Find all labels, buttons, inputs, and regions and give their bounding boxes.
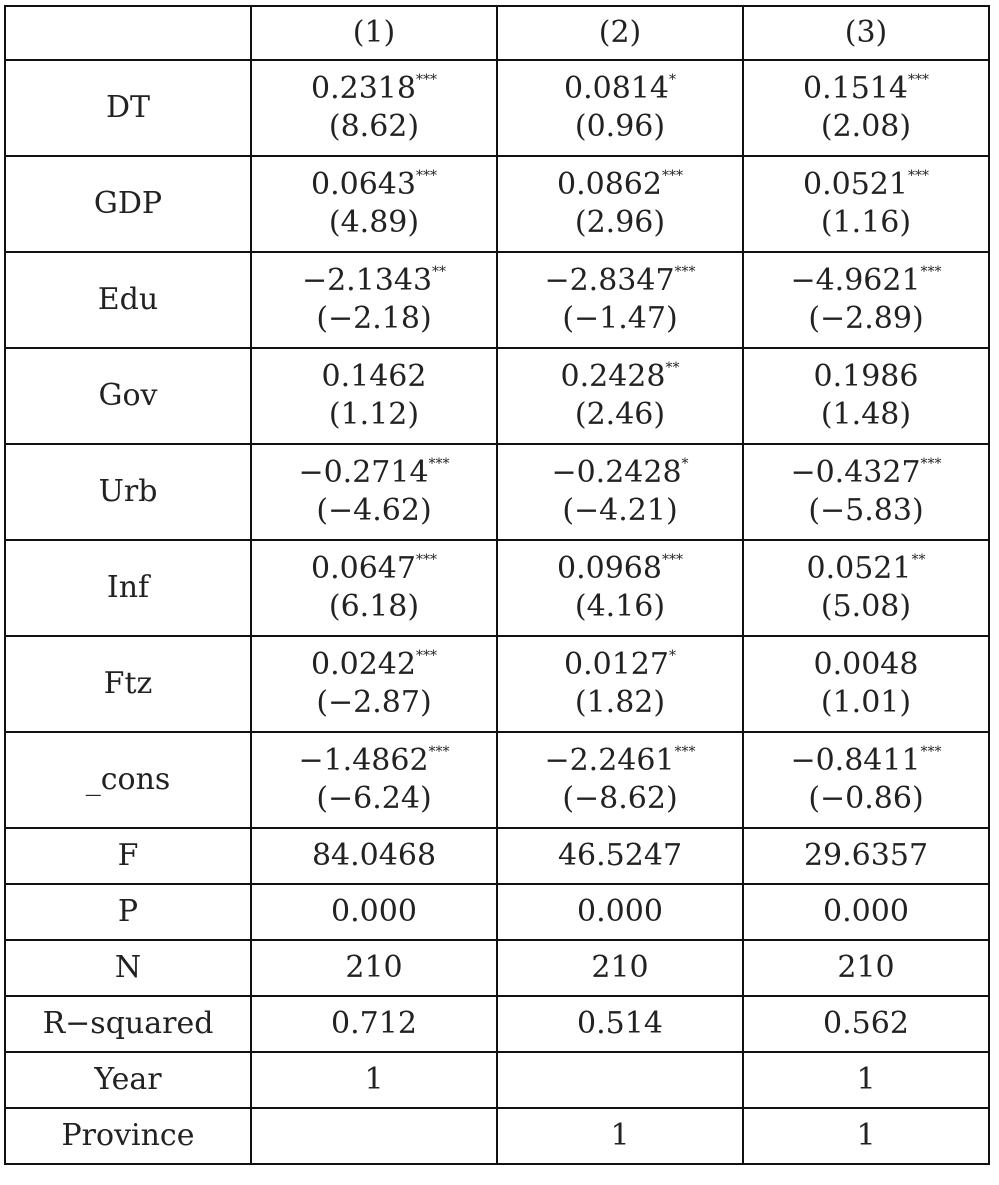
coefficient-value: −0.2428: [551, 455, 682, 490]
t-statistic: (4.89): [328, 205, 420, 240]
coefficient-cell: [251, 156, 497, 252]
coefficient-line: [252, 454, 496, 492]
coefficient-line: [252, 70, 496, 108]
coefficient-cell: [251, 636, 497, 732]
t-statistic: (4.16): [574, 589, 666, 624]
table-row: [5, 1108, 989, 1164]
t-statistic: (0.96): [574, 109, 666, 144]
statistic-cell: [251, 1108, 497, 1164]
row-label: Urb: [5, 444, 251, 540]
significance-stars: ***: [920, 744, 942, 760]
coefficient-line: [498, 742, 742, 780]
coefficient-line: [252, 646, 496, 684]
coefficient-line: [744, 550, 988, 588]
t-statistic: (−4.21): [562, 493, 678, 528]
t-statistic: (−0.86): [808, 781, 924, 816]
coefficient-value: 0.0521: [803, 167, 908, 202]
table-row: [5, 996, 989, 1052]
coefficient-cell: [497, 252, 743, 348]
statistic-cell: 29.6357: [743, 828, 989, 884]
row-label: P: [5, 884, 251, 940]
coefficient-line: [498, 454, 742, 492]
header-cell-model-2: (2): [497, 6, 743, 60]
coefficient-cell: [743, 348, 989, 444]
t-statistic: (−2.18): [316, 301, 432, 336]
row-label: GDP: [5, 156, 251, 252]
table-row: [5, 540, 989, 636]
coefficient-line: [744, 454, 988, 492]
table-row: [5, 884, 989, 940]
coefficient-line: [744, 70, 988, 108]
header-cell-blank: [5, 6, 251, 60]
row-label: R−squared: [5, 996, 251, 1052]
statistic-cell: 210: [497, 940, 743, 996]
significance-stars: ***: [428, 744, 450, 760]
statistic-cell: 0.000: [743, 884, 989, 940]
statistic-cell: 1: [251, 1052, 497, 1108]
header-row: [5, 6, 989, 60]
row-label: _cons: [5, 732, 251, 828]
table-row: [5, 636, 989, 732]
coefficient-value: −0.4327: [790, 455, 921, 490]
statistic-cell: 0.562: [743, 996, 989, 1052]
row-label: N: [5, 940, 251, 996]
t-statistic: (−4.62): [316, 493, 432, 528]
significance-stars: ***: [415, 552, 437, 568]
significance-stars: ***: [674, 744, 696, 760]
coefficient-cell: [251, 444, 497, 540]
t-statistic: (−6.24): [316, 781, 432, 816]
coefficient-line: [744, 262, 988, 300]
coefficient-line: [744, 358, 988, 396]
coefficient-cell: [743, 636, 989, 732]
t-statistic: (−8.62): [562, 781, 678, 816]
coefficient-cell: [497, 348, 743, 444]
coefficient-cell: [251, 60, 497, 156]
table-row: [5, 940, 989, 996]
table-row: [5, 828, 989, 884]
coefficient-value: 0.0643: [311, 167, 416, 202]
coefficient-cell: [497, 60, 743, 156]
coefficient-cell: [743, 60, 989, 156]
significance-stars: ***: [428, 456, 450, 472]
coefficient-value: −2.1343: [301, 263, 433, 298]
statistic-cell: 210: [743, 940, 989, 996]
coefficient-value: 0.1462: [321, 359, 427, 394]
row-label: F: [5, 828, 251, 884]
t-statistic: (5.08): [820, 589, 912, 624]
coefficient-cell: [497, 732, 743, 828]
statistic-rows: [5, 828, 989, 1164]
significance-stars: ***: [415, 168, 437, 184]
coefficient-value: 0.0862: [557, 167, 662, 202]
header-cell-model-1: (1): [251, 6, 497, 60]
t-statistic: (−5.83): [808, 493, 924, 528]
t-statistic: (−2.87): [316, 685, 432, 720]
coefficient-cell: [251, 348, 497, 444]
t-statistic: (1.12): [328, 397, 420, 432]
coefficient-line: [252, 742, 496, 780]
coefficient-value: −2.2461: [544, 743, 675, 778]
table-row: [5, 156, 989, 252]
coefficient-line: [252, 166, 496, 204]
statistic-cell: 0.000: [497, 884, 743, 940]
coefficient-line: [252, 262, 496, 300]
significance-stars: **: [432, 264, 447, 280]
row-label: DT: [5, 60, 251, 156]
statistic-cell: 0.712: [251, 996, 497, 1052]
coefficient-line: [498, 550, 742, 588]
row-label: Year: [5, 1052, 251, 1108]
significance-stars: ***: [415, 648, 437, 664]
statistic-cell: 0.000: [251, 884, 497, 940]
coefficient-value: 0.0968: [557, 551, 662, 586]
table-row: [5, 60, 989, 156]
coefficient-cell: [251, 540, 497, 636]
coefficient-value: 0.1514: [803, 71, 908, 106]
coefficient-line: [252, 550, 496, 588]
regression-table: [4, 5, 990, 1165]
coefficient-value: 0.2428: [560, 359, 666, 394]
row-label: Edu: [5, 252, 251, 348]
significance-stars: **: [911, 552, 926, 568]
significance-stars: ***: [920, 456, 942, 472]
coefficient-value: −1.4862: [298, 743, 429, 778]
row-label: Ftz: [5, 636, 251, 732]
coefficient-cell: [497, 540, 743, 636]
significance-stars: ***: [920, 264, 942, 280]
t-statistic: (2.96): [574, 205, 666, 240]
row-label: Province: [5, 1108, 251, 1164]
coefficient-value: 0.2318: [311, 71, 416, 106]
t-statistic: (6.18): [328, 589, 420, 624]
coefficient-value: 0.0048: [813, 647, 919, 682]
header-cell-model-3: (3): [743, 6, 989, 60]
coefficient-value: −0.8411: [790, 743, 921, 778]
t-statistic: (2.08): [820, 109, 912, 144]
table-row: [5, 444, 989, 540]
significance-stars: ***: [661, 168, 683, 184]
coefficient-value: 0.0814: [564, 71, 669, 106]
coefficient-value: 0.0647: [311, 551, 416, 586]
coefficient-line: [498, 358, 742, 396]
coefficient-value: −4.9621: [790, 263, 921, 298]
t-statistic: (−2.89): [808, 301, 924, 336]
coefficient-cell: [251, 732, 497, 828]
coefficient-line: [744, 742, 988, 780]
row-label: Gov: [5, 348, 251, 444]
coefficient-cell: [497, 156, 743, 252]
statistic-cell: 210: [251, 940, 497, 996]
coefficient-line: [498, 70, 742, 108]
significance-stars: **: [665, 360, 680, 376]
coefficient-line: [498, 262, 742, 300]
coefficient-cell: [743, 540, 989, 636]
significance-stars: ***: [907, 168, 929, 184]
statistic-cell: 1: [743, 1052, 989, 1108]
t-statistic: (1.48): [820, 397, 912, 432]
coefficient-line: [744, 166, 988, 204]
coefficient-value: 0.0242: [311, 647, 416, 682]
statistic-cell: 1: [743, 1108, 989, 1164]
significance-stars: *: [668, 72, 676, 88]
coefficient-line: [252, 358, 496, 396]
coefficient-value: 0.0127: [564, 647, 669, 682]
t-statistic: (−1.47): [562, 301, 678, 336]
coefficient-rows: [5, 60, 989, 828]
statistic-cell: 0.514: [497, 996, 743, 1052]
table-row: [5, 732, 989, 828]
statistic-cell: [497, 1052, 743, 1108]
coefficient-cell: [743, 156, 989, 252]
coefficient-value: −0.2714: [298, 455, 429, 490]
coefficient-value: 0.1986: [813, 359, 919, 394]
table-row: [5, 1052, 989, 1108]
coefficient-cell: [743, 732, 989, 828]
coefficient-value: −2.8347: [544, 263, 675, 298]
significance-stars: *: [681, 456, 689, 472]
coefficient-cell: [743, 252, 989, 348]
significance-stars: ***: [674, 264, 696, 280]
coefficient-value: 0.0521: [806, 551, 912, 586]
t-statistic: (2.46): [574, 397, 666, 432]
significance-stars: *: [668, 648, 676, 664]
t-statistic: (1.16): [820, 205, 912, 240]
coefficient-line: [498, 646, 742, 684]
significance-stars: ***: [907, 72, 929, 88]
statistic-cell: 1: [497, 1108, 743, 1164]
table-row: [5, 252, 989, 348]
statistic-cell: 84.0468: [251, 828, 497, 884]
statistic-cell: 46.5247: [497, 828, 743, 884]
significance-stars: ***: [415, 72, 437, 88]
coefficient-line: [744, 646, 988, 684]
t-statistic: (1.82): [574, 685, 666, 720]
table-row: [5, 348, 989, 444]
coefficient-cell: [497, 444, 743, 540]
t-statistic: (8.62): [328, 109, 420, 144]
coefficient-cell: [251, 252, 497, 348]
row-label: Inf: [5, 540, 251, 636]
coefficient-cell: [743, 444, 989, 540]
coefficient-cell: [497, 636, 743, 732]
t-statistic: (1.01): [820, 685, 912, 720]
coefficient-line: [498, 166, 742, 204]
significance-stars: ***: [661, 552, 683, 568]
